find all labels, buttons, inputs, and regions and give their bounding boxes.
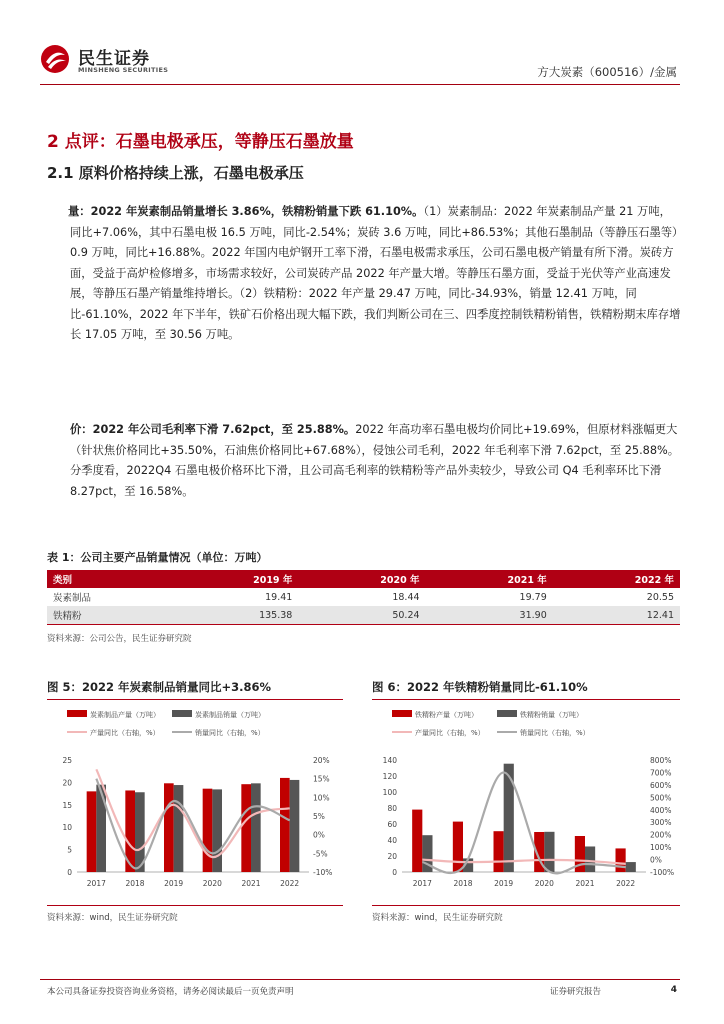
y-tick-label: 100 [382, 788, 397, 797]
logo-english-text: MINSHENG SECURITIES [78, 66, 169, 74]
header-divider [40, 84, 680, 85]
table-cell: 12.41 [553, 606, 680, 625]
footer-disclaimer: 本公司具备证券投资咨询业务资格，请务必阅读最后一页免责声明 [47, 987, 294, 997]
y2-tick-label: 0% [650, 855, 662, 865]
y2-tick-label: 800% [650, 756, 672, 765]
bar [280, 778, 290, 872]
paragraph-price-body: 2022 年高功率石墨电极均价同比+19.69%，但原材料涨幅更大（针状焦价格同比+35.50%，石油焦价格同比+67.68%），侵蚀公司毛利，2022 年毛利率下滑 7.62pct，至 25.88%。分季度看，2022Q4 石墨电极价格环比下滑，且公司高毛利率的铁精粉等产品外卖较少，导致公司 Q4 毛利率环比下滑 8.27pct，至 16.58%。 [70, 423, 680, 498]
x-tick-label: 2018 [125, 879, 145, 888]
y2-tick-label: 700% [650, 768, 672, 778]
table-header-row [47, 570, 680, 588]
table-header-cell: 2020 年 [298, 570, 425, 588]
table-header-cell: 2021 年 [426, 570, 553, 588]
table-cell: 19.79 [519, 591, 547, 603]
table-header-cell: 2022 年 [553, 570, 680, 588]
y2-tick-label: 600% [650, 780, 672, 790]
y2-tick-label: -100% [650, 868, 675, 877]
y2-tick-label: 400% [650, 805, 672, 815]
table-row [47, 588, 680, 606]
legend-swatch-bar [497, 710, 517, 717]
paragraph-volume-lead: 量：2022 年炭素制品销量增长 3.86%，铁精粉销量下跌 61.10%。 [68, 205, 424, 218]
legend-swatch-bar [67, 710, 87, 717]
page-number: 4 [670, 985, 677, 995]
table-cell: 31.90 [426, 606, 553, 625]
figure6-bottom-rule [372, 905, 680, 906]
figure5-title: 图 5：2022 年炭素制品销量同比+3.86% [47, 679, 343, 700]
legend-label: 产量同比（右轴，%） [90, 729, 160, 737]
y-tick-label: 0 [392, 868, 397, 877]
subsection-heading: 2.1 原料价格持续上涨，石墨电极承压 [47, 164, 304, 182]
table-title: 表 1：公司主要产品销量情况（单位：万吨） [47, 551, 268, 564]
series-line [96, 769, 289, 857]
table-source: 资料来源：公司公告，民生证券研究院 [47, 634, 192, 644]
figure5-bottom-rule [47, 905, 343, 906]
y2-tick-label: 100% [650, 843, 672, 853]
bar [616, 848, 626, 872]
paragraph-price [70, 420, 682, 502]
y-tick-label: 5 [67, 845, 72, 855]
x-tick-label: 2021 [241, 879, 261, 888]
bar [96, 785, 106, 872]
x-tick-label: 2017 [412, 879, 432, 888]
bar [251, 783, 261, 872]
figure5-source: 资料来源：wind，民生证券研究院 [47, 913, 178, 923]
table-cell: 炭素制品 [53, 593, 92, 604]
logo-text: 民生证券 [78, 49, 150, 69]
series-line [96, 779, 289, 869]
table-cell: 50.24 [298, 606, 425, 625]
bar [494, 831, 504, 872]
bar [544, 832, 554, 872]
legend-label: 销量同比（右轴，%） [195, 729, 265, 737]
legend-label: 产量同比（右轴，%） [415, 729, 485, 737]
bar [453, 822, 463, 872]
y-tick-label: 0 [67, 868, 72, 877]
y2-tick-label: 15% [313, 774, 330, 784]
x-tick-label: 2022 [280, 879, 300, 888]
y-tick-label: 20 [62, 778, 72, 788]
bar [174, 785, 184, 872]
y2-tick-label: 20% [313, 756, 330, 765]
y-tick-label: 80 [387, 804, 397, 813]
table-cell: 135.38 [171, 606, 298, 625]
bar [164, 783, 174, 872]
x-tick-label: 2018 [453, 879, 473, 888]
table-cell: 20.55 [646, 591, 674, 603]
bar [412, 810, 422, 872]
bar [203, 789, 213, 872]
section-heading: 2 点评：石墨电极承压，等静压石墨放量 [47, 132, 354, 152]
legend-swatch-bar [392, 710, 412, 717]
table-cell: 铁精粉 [47, 606, 171, 625]
y2-tick-label: -10% [313, 868, 333, 877]
paragraph-volume [70, 202, 682, 346]
table-header-cell: 2019 年 [171, 570, 298, 588]
y2-tick-label: 500% [650, 793, 672, 803]
legend-swatch-bar [172, 710, 192, 717]
y2-tick-label: 0% [313, 830, 325, 840]
x-tick-label: 2021 [575, 879, 595, 888]
paragraph-volume-body: （1）炭素制品：2022 年炭素制品产量 21 万吨，同比+7.06%，其中石墨电极 16.5 万吨，同比-2.54%；炭砖 3.6 万吨，同比+86.53%；其他石墨制品（等静压石墨等）0.9 万吨，同比+16.88%。2022 年国内电炉钢开工率下滑，石墨电极需求承压，公司石墨电极产销量有所下滑。炭砖方面，受益于高炉检修增多，市场需求较好，公司炭砖产品 2022 年产量大增。等静压石墨方面，受益于光伏等产业高速发展，等静压石墨产销量维持增长。（2）铁精粉：2022 年产量 29.47 万吨，同比-34.93%，销量 12.41 万吨，同比-61.10%，2022 年下半年，铁矿石价格出现大幅下跌，我们判断公司在三、四季度控制铁精粉销售，铁精粉期末库存增长 17.05 万吨，至 30.56 万吨。 [70, 205, 681, 341]
table-cell: 19.41 [265, 591, 293, 603]
paragraph-price-lead: 价：2022 年公司毛利率下滑 7.62pct，至 25.88%。 [70, 423, 356, 436]
y-tick-label: 60 [387, 820, 397, 829]
y2-tick-label: 300% [650, 818, 672, 828]
legend-label: 铁精粉销量（万吨） [520, 711, 583, 719]
x-tick-label: 2022 [616, 879, 636, 888]
x-tick-label: 2020 [202, 879, 222, 888]
y2-tick-label: -5% [313, 849, 328, 859]
y2-tick-label: 200% [650, 830, 672, 840]
y2-tick-label: 5% [313, 812, 325, 821]
y-tick-label: 10 [62, 823, 72, 833]
y-tick-label: 15 [62, 800, 72, 810]
legend-label: 铁精粉产量（万吨） [415, 711, 478, 719]
footer-doc-type: 证券研究报告 [550, 987, 602, 997]
table-cell: 18.44 [392, 591, 420, 603]
report-tag: 方大炭素（600516）/金属 [537, 65, 677, 79]
bar [241, 784, 251, 872]
x-tick-label: 2017 [86, 879, 106, 888]
bar [87, 791, 97, 872]
bar [626, 862, 636, 872]
y-tick-label: 25 [62, 756, 72, 765]
table-header-cell: 类别 [47, 570, 171, 588]
minsheng-logo-icon [40, 44, 70, 74]
x-tick-label: 2020 [534, 879, 554, 888]
figure6-title: 图 6：2022 年铁精粉销量同比-61.10% [372, 679, 680, 700]
legend-label: 炭素制品产量（万吨） [90, 711, 160, 719]
y-tick-label: 140 [382, 756, 397, 765]
sales-volume-table [47, 570, 680, 625]
bar [290, 780, 300, 872]
bar [212, 789, 222, 872]
y-tick-label: 120 [382, 772, 397, 781]
footer-divider [40, 979, 680, 980]
legend-label: 炭素制品销量（万吨） [195, 711, 265, 719]
figure5-chart [47, 702, 343, 902]
x-tick-label: 2019 [164, 879, 184, 888]
table-row [47, 606, 680, 625]
y-tick-label: 40 [387, 836, 397, 845]
y-tick-label: 20 [387, 852, 397, 861]
x-tick-label: 2019 [494, 879, 514, 888]
y2-tick-label: 10% [313, 793, 330, 803]
bar [585, 846, 595, 872]
figure6-chart [372, 702, 680, 902]
figure6-source: 资料来源：wind，民生证券研究院 [372, 913, 503, 923]
legend-label: 销量同比（右轴，%） [520, 729, 590, 737]
